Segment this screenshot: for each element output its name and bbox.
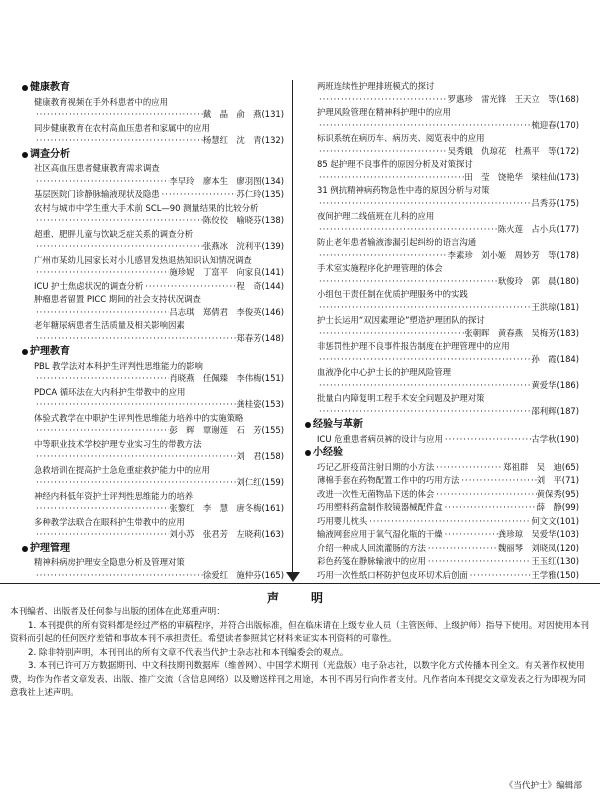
toc-entry-title: 巧用婴儿枕头: [317, 515, 368, 526]
leader-dots: [34, 175, 169, 188]
section-heading: [22, 149, 284, 162]
section-title: 小经验: [313, 447, 343, 458]
declaration-body: [10, 606, 592, 701]
toc-entry-page: (173): [556, 171, 579, 182]
toc-entry-byline: [34, 214, 284, 227]
toc-entry[interactable]: [34, 228, 284, 253]
toc-entry-title: 体验式教学在中职护生评判性思维能力培养中的实施策略: [34, 412, 244, 423]
toc-entry-authors: 吕秀芬: [531, 197, 557, 208]
toc-entry-byline: [317, 353, 579, 366]
toc-entry[interactable]: [34, 202, 284, 227]
toc-entry-page: (175): [556, 197, 579, 208]
toc-entry-byline: [34, 450, 284, 463]
toc-entry-page: (172): [556, 145, 579, 156]
declaration-top-rule: [0, 583, 600, 584]
toc-entry-authors: 郑祖群 吴 迪: [503, 461, 562, 472]
toc-entry[interactable]: [34, 412, 284, 437]
toc-entry-byline: [317, 379, 579, 392]
leader-dots: [34, 266, 169, 279]
toc-entry[interactable]: [34, 96, 284, 121]
toc-entry-title: 彩色药笺在静脉输液中的应用: [317, 556, 426, 566]
toc-entry-title: PBL 教学法对本科护生评判性思维能力的影响: [34, 360, 203, 371]
toc-entry-title: 防止老年患者输液渗漏引起纠纷的语言沟通: [317, 237, 477, 247]
leader-dots: [34, 134, 203, 147]
toc-entry-title: 改进一次性无菌物品下送的体会: [317, 488, 435, 499]
toc-entry-authors: 徐爱红 施仲芬: [202, 569, 262, 580]
toc-entry[interactable]: [317, 314, 579, 339]
leader-dots: [34, 332, 236, 345]
toc-entry-page: (120): [556, 542, 579, 553]
toc-entry-title: 手术室实施程序化护理管理的体会: [317, 263, 443, 273]
toc-entry-page: (153): [261, 399, 284, 409]
toc-entry-authors: 肖晓燕 任佩臻 李伟梅: [169, 373, 262, 383]
leader-dots: [317, 145, 448, 158]
leader-dots: [34, 424, 169, 437]
toc-entry-byline: [34, 424, 284, 437]
toc-entry-title: 健康教育视频在手外科患者中的应用: [34, 96, 168, 107]
toc-entry-byline: [34, 266, 284, 279]
toc-entry-authors: 陈火莲 占小兵: [497, 223, 557, 234]
toc-entry[interactable]: [317, 236, 579, 261]
toc-entry[interactable]: [317, 184, 579, 209]
toc-entry-byline: [317, 275, 579, 288]
toc-entry-row: [34, 188, 284, 201]
toc-entry-row: [34, 280, 284, 293]
toc-entry[interactable]: [317, 288, 579, 313]
section-heading: [305, 419, 579, 432]
toc-entry-title: 同步健康教育在农村高血压患者和家属中的应用: [34, 122, 210, 133]
toc-entry-page: (184): [556, 353, 579, 364]
toc-entry[interactable]: [317, 461, 579, 474]
toc-entry-page: (150): [556, 569, 579, 580]
toc-entry[interactable]: [317, 262, 579, 287]
leader-dots: [34, 398, 236, 411]
leader-dots: [434, 488, 536, 501]
section-title: 健康教育: [30, 82, 70, 93]
toc-entry-page: (170): [556, 119, 579, 130]
toc-entry-authors: 魏丽琴 刘晓凤: [497, 542, 557, 553]
toc-entry[interactable]: [317, 569, 579, 582]
leader-dots: [34, 108, 203, 121]
section-heading: [22, 543, 284, 556]
toc-entry-title: 巧用一次性纸口杯防护包皮环切术后创面: [317, 569, 468, 580]
toc-entry-authors: 苏仁玲: [236, 189, 262, 199]
toc-entry-page: (163): [261, 529, 284, 539]
toc-entry-row: [317, 461, 579, 474]
toc-entry-title: 输液网套应用于氧气湿化瓶的干燥: [317, 529, 443, 539]
leader-dots: [34, 476, 236, 489]
toc-entry-authors: 刘 平: [536, 475, 562, 485]
leader-dots: [34, 502, 169, 515]
toc-entry-byline: [34, 372, 284, 385]
toc-entry-page: (131): [261, 109, 284, 119]
toc-entry-authors: 黄爱华: [531, 379, 557, 390]
toc-entry[interactable]: [317, 392, 579, 417]
toc-entry[interactable]: [34, 490, 284, 515]
toc-entry[interactable]: [34, 319, 284, 344]
leader-dots: [34, 450, 236, 463]
toc-entry[interactable]: [34, 516, 284, 541]
toc-entry-page: (181): [556, 301, 579, 312]
toc-entry-byline: [317, 93, 579, 106]
bullet-icon: [22, 349, 28, 355]
toc-entry-byline: [34, 240, 284, 253]
leader-dots: [34, 240, 203, 253]
leader-dots: [317, 171, 464, 184]
toc-entry-title: 基层医院门诊静脉输液现状及隐患: [34, 189, 160, 199]
leader-dots: [426, 555, 531, 568]
leader-dots: [34, 372, 169, 385]
toc-entry[interactable]: [317, 340, 579, 365]
toc-entry-authors: 彭 辉 覃谢莲 石 芳: [169, 425, 262, 435]
leader-dots: [317, 301, 531, 314]
toc-entry-row: [317, 433, 579, 446]
toc-entry-title: 中等职业技术学校护理专业实习生的带教方法: [34, 438, 202, 449]
toc-entry[interactable]: [34, 386, 284, 411]
toc-entry-page: (141): [261, 267, 284, 277]
toc-entry[interactable]: [317, 158, 579, 183]
leader-dots: [143, 280, 236, 293]
toc-entry-title: 非惩罚性护理不良事件报告制度在护理管理中的应用: [317, 341, 510, 351]
toc-entry-byline: [317, 405, 579, 418]
toc-entry-byline: [317, 197, 579, 210]
toc-entry-byline: [317, 249, 579, 262]
toc-entry-page: (139): [261, 241, 284, 251]
left-column: [22, 80, 284, 582]
toc-entry-authors: 李素珍 刘小姬 周妙芳 等: [447, 249, 557, 260]
toc-entry[interactable]: [317, 542, 579, 555]
toc-entry-authors: 王学雅: [531, 569, 557, 580]
leader-dots: [459, 474, 536, 487]
declaration-item: 1. 本刊提供的所有资料都是经过严格的审稿程序，并符合出版标准，但在临床请在上级专业人员（主管医师、上级护师）指导下使用。对因使用本刊资料而引起的任何医疗差错和事故本刊不承担责任。希望读者参照其它材料来证实本刊资料的可靠性。: [10, 620, 589, 644]
declaration-title: 声 明: [266, 591, 333, 605]
toc-entry-title: 标识系统在病历车、病历夹、阅览表中的应用: [317, 133, 485, 143]
toc-entry-authors: 罗惠珍 雷光锋 王天立 等: [447, 93, 557, 104]
toc-entry-title: 31 例抗精神病药物急性中毒的原因分析与对策: [317, 185, 490, 195]
toc-entry-title: ICU 护士焦虑状况的调查分析: [34, 280, 144, 291]
toc-entry[interactable]: [317, 132, 579, 157]
leader-dots: [317, 93, 448, 106]
leader-dots: [317, 379, 531, 392]
toc-entry-byline: [317, 145, 579, 158]
toc-entry-page: (135): [261, 189, 284, 199]
toc-entry-byline: [34, 398, 284, 411]
toc-entry-page: (151): [261, 373, 284, 383]
toc-entry-byline: [317, 119, 579, 132]
bullet-icon: [305, 422, 311, 428]
toc-entry-page: (161): [261, 503, 284, 513]
toc-entry-page: (71): [561, 475, 579, 485]
toc-entry-page: (178): [556, 249, 579, 260]
toc-entry-title: 两班连续性护理排班模式的探讨: [317, 81, 435, 91]
leader-dots: [160, 188, 237, 201]
toc-entry-byline: [34, 332, 284, 345]
toc-entry-page: (138): [261, 215, 284, 225]
toc-entry-title: 巧记乙肝疫苗注射日期的小方法: [317, 461, 435, 472]
toc-entry-byline: [34, 569, 284, 582]
section-heading: [305, 447, 579, 460]
toc-entry-authors: 戴 晶 俞 燕: [202, 109, 262, 119]
toc-entry-authors: 邵利辉: [531, 405, 557, 416]
toc-entry-page: (186): [556, 379, 579, 390]
toc-entry-page: (187): [556, 405, 579, 416]
toc-entry-row: [317, 555, 579, 568]
leader-dots: [317, 353, 531, 366]
toc-entry-page: (180): [556, 275, 579, 286]
toc-entry-title: 批量白内障复明工程手术安全问题及护理对策: [317, 393, 485, 403]
toc-entry-title: 夜间护理二线值班在儿科的应用: [317, 211, 435, 221]
toc-entry-title: 广州市某幼儿园家长对小儿感冒发热退热知识认知情况调查: [34, 254, 252, 265]
toc-entry[interactable]: [34, 293, 284, 318]
toc-entry-byline: [34, 528, 284, 541]
toc-entry[interactable]: [317, 555, 579, 568]
leader-dots: [443, 528, 498, 541]
toc-entry-byline: [34, 175, 284, 188]
toc-entry-page: (101): [556, 515, 579, 526]
toc-entry-page: (95): [561, 488, 579, 499]
toc-entry-authors: 张朝晖 黄春燕 吴梅芳: [464, 327, 557, 338]
toc-entry-row: [317, 501, 579, 514]
toc-entry[interactable]: [317, 528, 579, 541]
toc-entry-authors: 梳迎春: [531, 119, 557, 130]
leader-dots: [443, 433, 531, 446]
section-title: 经验与革新: [313, 419, 363, 430]
toc-entry-row: [317, 515, 579, 528]
toc-entry-title: 小组包干责任制在优质护理服务中的实践: [317, 289, 468, 299]
toc-entry-authors: 田 莹 饶艳华 梁桂仙: [464, 171, 557, 182]
toc-entry[interactable]: [317, 501, 579, 514]
section-heading: [22, 346, 284, 359]
leader-dots: [317, 275, 498, 288]
leader-dots: [34, 214, 203, 227]
toc-entry-title: 薄棉手套在药物配置工作中的巧用方法: [317, 475, 460, 485]
toc-entry-authors: 陈佼佼 喻晓芬: [202, 215, 262, 225]
toc-entry-authors: 耿俊玲 郭 晨: [497, 275, 557, 286]
leader-dots: [367, 515, 531, 528]
toc-entry-title: 超重、肥胖儿童与饮缺乏症关系的调查分析: [34, 228, 194, 239]
toc-entry-authors: 郑春芳: [236, 332, 262, 343]
toc-entry-page: (165): [261, 569, 284, 580]
toc-entry-row: [317, 542, 579, 555]
toc-entry-authors: 龚桂姿: [236, 399, 262, 409]
declaration-item: 3. 本刊已许可万方数据期刊、中文科技期刊数据库（维普网）、中国学术期刊（光盘版）电子杂志社，以数字化方式传播本刊全文。有关著作权使用费，均作为作者文章发表、出版、推广交流（含信息网络）以及赠送样刊之用途，本刊不再另行向作者支付。凡作者向本刊提交文章发表之行为即视为同意我社上述声明。: [10, 661, 586, 698]
toc-entry-page: (148): [261, 332, 284, 343]
declaration-signature: 《当代护士》编辑部: [504, 781, 582, 791]
toc-entry-title: 介绍一种成人回流灌肠的方法: [317, 542, 426, 553]
leader-dots: [434, 461, 503, 474]
toc-entry-authors: 刘仁红: [236, 477, 262, 487]
toc-entry-authors: 刘 君: [236, 451, 262, 461]
toc-entry-page: (183): [556, 327, 579, 338]
toc-entry-authors: 张燕冰 浣利平: [202, 241, 262, 251]
bullet-icon: [22, 546, 28, 552]
right-column: [305, 80, 579, 582]
toc-entry-title: 社区高血压患者健康教育需求调查: [34, 163, 160, 173]
toc-entry[interactable]: [317, 515, 579, 528]
toc-entry-byline: [317, 171, 579, 184]
section-title: 调查分析: [30, 148, 70, 160]
toc-entry-byline: [34, 134, 284, 147]
leader-dots: [34, 569, 203, 582]
toc-entry-title: 多种教学法联合在眼科护生带教中的应用: [34, 516, 185, 527]
section-title: 护理管理: [30, 542, 70, 554]
toc-entry-byline: [34, 306, 284, 319]
leader-dots: [468, 569, 532, 582]
toc-entry-authors: 刘小苏 张君芳 左晓莉: [169, 529, 262, 539]
toc-entry[interactable]: [317, 488, 579, 501]
toc-entry[interactable]: [317, 474, 579, 487]
leader-dots: [317, 223, 498, 236]
bullet-icon: [22, 85, 28, 91]
toc-entry[interactable]: [34, 556, 284, 581]
toc-entry[interactable]: [317, 210, 579, 235]
toc-entry-page: (177): [556, 223, 579, 234]
toc-entry-title: 神经内科低年资护士评判性思维能力的培养: [34, 490, 194, 501]
toc-entry-authors: 吴秀娥 仇琼花 杜燕平 等: [447, 145, 557, 156]
toc-entry-page: (144): [261, 280, 284, 291]
toc-entry-byline: [34, 502, 284, 515]
leader-dots: [34, 306, 169, 319]
leader-dots: [317, 197, 531, 210]
down-arrow-icon: [286, 572, 300, 582]
toc-entry-page: (159): [261, 477, 284, 487]
toc-entry-page: (158): [261, 451, 284, 461]
toc-entry-authors: 孙 霞: [531, 353, 557, 364]
toc-entry-page: (130): [556, 556, 579, 566]
toc-entry-byline: [34, 108, 284, 121]
toc-entry-title: 护理风险管理在精神科护理中的应用: [317, 107, 451, 117]
toc-entry-byline: [317, 223, 579, 236]
declaration-intro: 本刊编者、出版者及任何参与出版的团体在此郑重声明：: [10, 607, 225, 617]
toc-entry-title: 急救培训在提高护士急危重症救护能力中的应用: [34, 464, 210, 475]
toc-entry-authors: 龚珍琼 吴爱华: [497, 529, 557, 539]
toc-entry-page: (168): [556, 93, 579, 104]
toc-entry-title: 农村与城市中学生重大手术前 SCL—90 测量结果的比较分析: [34, 202, 259, 213]
toc-entry[interactable]: [34, 254, 284, 279]
toc-entry-title: 肿瘤患者留置 PICC 期间的社会支持状况调查: [34, 294, 201, 304]
toc-entry[interactable]: [34, 464, 284, 489]
toc-entry-authors: 吕志琪 郑倩君 李俊英: [169, 306, 262, 317]
toc-entry-authors: 张黎红 李 慧 唐冬梅: [169, 503, 262, 513]
toc-entry-title: 85 起护理不良事件的原因分析及对策探讨: [317, 159, 473, 169]
toc-entry-page: (134): [261, 175, 284, 186]
column-divider: [292, 80, 293, 575]
toc-entry-authors: 王洪琼: [531, 301, 557, 312]
toc-entry[interactable]: [317, 433, 579, 446]
toc-entry-page: (103): [556, 529, 579, 539]
toc-entry-title: ICU 危重患者病员裤的设计与应用: [317, 433, 443, 444]
toc-entry[interactable]: [317, 106, 579, 131]
toc-entry-row: [317, 474, 579, 487]
toc-entry-page: (155): [261, 425, 284, 435]
toc-entry-authors: 施珍妮 丁富平 向家良: [169, 267, 262, 277]
toc-entry-byline: [317, 301, 579, 314]
toc-entry-authors: 李早玲 廖本生 廖羽图: [169, 175, 262, 186]
toc-entry[interactable]: [34, 438, 284, 463]
toc-entry[interactable]: [34, 122, 284, 147]
toc-entry-authors: 王玉红: [531, 556, 557, 566]
toc-entry-title: 血液净化中心护士长的护理风险管理: [317, 367, 451, 377]
toc-entry[interactable]: [317, 366, 579, 391]
toc-entry-authors: 薛 静: [536, 502, 562, 512]
toc-entry-row: [317, 569, 579, 582]
leader-dots: [317, 119, 531, 132]
declaration-item: 2. 除非特别声明，本刊刊出的所有文章不代表当代护士杂志社和本刊编委会的观点。: [28, 647, 349, 658]
toc-entry-authors: 黄保秀: [536, 488, 562, 499]
toc-entry-byline: [317, 327, 579, 340]
toc-entry-title: 精神科病房护理安全隐患分析及管理对策: [34, 557, 185, 567]
toc-entry-page: (132): [261, 135, 284, 145]
toc-entry-page: (65): [561, 461, 579, 472]
bullet-icon: [305, 450, 311, 456]
toc-entry-authors: 程 奇: [236, 280, 262, 291]
toc-entry-authors: 何文文: [531, 515, 557, 526]
toc-entry-authors: 古学秋: [531, 433, 557, 444]
toc-entry-title: PDCA 循环法在大内科护生带教中的应用: [34, 386, 186, 397]
toc-entry-page: (146): [261, 306, 284, 317]
toc-entry-authors: 杨慧红 沈 青: [202, 135, 262, 145]
section-title: 护理教育: [30, 346, 70, 357]
toc-entry-title: 老年糖尿病患者生活质量及相关影响因素: [34, 320, 185, 330]
toc-entry-page: (190): [556, 433, 579, 444]
toc-entry-row: [317, 528, 579, 541]
leader-dots: [426, 542, 498, 555]
leader-dots: [443, 501, 537, 514]
toc-entry-title: 护士长运用“双因素理论”塑造护理团队的探讨: [317, 315, 485, 325]
leader-dots: [34, 528, 169, 541]
toc-entry[interactable]: [34, 360, 284, 385]
bullet-icon: [22, 152, 28, 158]
toc-entry-row: [317, 488, 579, 501]
toc-entry[interactable]: [317, 80, 579, 105]
leader-dots: [317, 405, 531, 418]
leader-dots: [317, 249, 448, 262]
toc-entry-title: 巧用塑料药盒制作胶镜器械配件盒: [317, 502, 443, 512]
section-heading: [22, 82, 284, 95]
toc-entry-page: (99): [561, 502, 579, 512]
toc-entry[interactable]: [34, 188, 284, 201]
toc-entry[interactable]: [34, 162, 284, 187]
toc-entry-byline: [34, 476, 284, 489]
toc-entry[interactable]: [34, 280, 284, 293]
leader-dots: [317, 327, 464, 340]
